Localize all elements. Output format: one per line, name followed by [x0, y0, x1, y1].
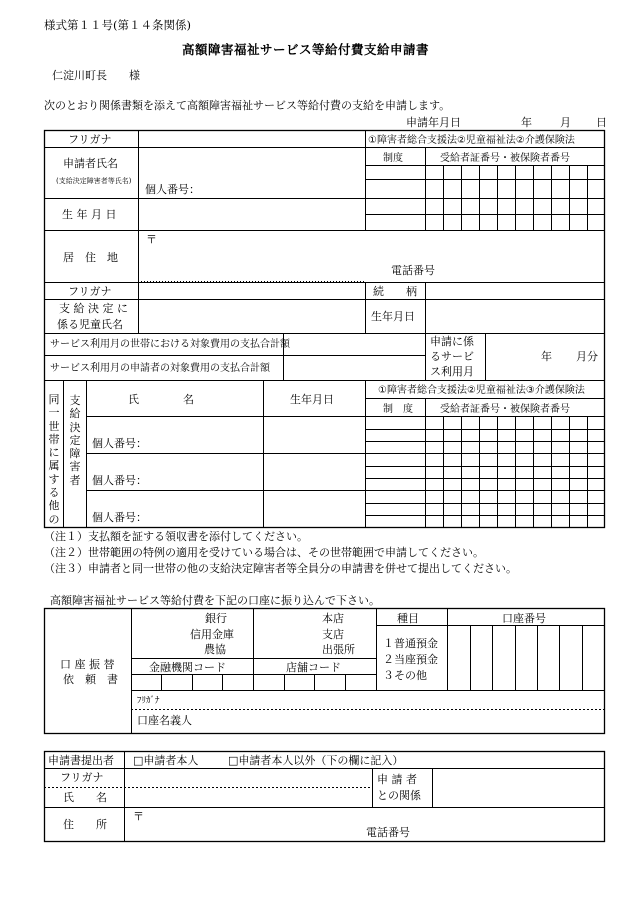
- total-household-label: サービス利用月の世帯における対象費用の支払合計額: [50, 339, 290, 350]
- submitter-postal-mark: 〒: [133, 810, 144, 823]
- member3-individual-number-label: 個人番号：: [92, 511, 147, 524]
- date-day-label: 日: [596, 116, 607, 129]
- household-vertical-label: 同一世帯に属する他の: [48, 393, 60, 526]
- applicant-name-sublabel: (支給決定障害者等氏名): [56, 177, 132, 185]
- option-other-checkbox[interactable]: □申請者本人以外（下の欄に記入）: [228, 754, 404, 767]
- account-holder-label: 口座名義人: [137, 714, 192, 727]
- member-name-header: 氏 名: [128, 393, 194, 406]
- submitter-label: 申請書提出者: [48, 754, 114, 767]
- child-birthdate-label: 生年月日: [371, 310, 415, 323]
- seido-label-2: 制 度: [383, 404, 413, 415]
- branch-type-office: 出張所: [322, 643, 355, 656]
- submitter-address-label: 住 所: [63, 818, 107, 831]
- individual-number-label: 個人番号：: [145, 183, 200, 196]
- recipient-number-label: 受給者証番号・被保険者番号: [440, 153, 570, 164]
- service-year-label: 年: [541, 350, 552, 363]
- option-self-checkbox[interactable]: □申請者本人: [133, 754, 199, 767]
- service-month-line3: ス利用月: [430, 365, 474, 378]
- bank-intro: 高額障害福祉サービス等給付費を下記の口座に振り込んで下さい。: [50, 594, 380, 607]
- account-type-2: ２当座預金: [383, 653, 438, 666]
- account-type-header: 種目: [397, 612, 419, 625]
- phone-label: 電話番号: [391, 264, 435, 277]
- submitter-furigana-label: フリガナ: [60, 771, 104, 784]
- law-header-2: ①障害者総合支援法②児童福祉法③介護保険法: [378, 385, 585, 396]
- residence-label: 居 住 地: [63, 251, 118, 264]
- seido-label: 制度: [383, 153, 403, 164]
- bank-label-line2: 依 頼 書: [63, 673, 118, 686]
- note-3: （注３）申請者と同一世帯の他の支給決定障害者等全員分の申請書を併せて提出してください。: [44, 562, 517, 575]
- furigana-label: フリガナ: [68, 133, 112, 146]
- bank-type-shinkin: 信用金庫: [190, 628, 234, 641]
- relation-label-line1: 申 請 者: [377, 773, 417, 786]
- member2-individual-number-label: 個人番号：: [92, 474, 147, 487]
- branch-code-label: 店舗コード: [286, 661, 341, 674]
- addressee: 仁淀川町長 様: [52, 69, 140, 82]
- account-type-3: ３その他: [383, 669, 427, 682]
- bank-type-nokyo: 農協: [204, 643, 226, 656]
- postal-mark: 〒: [146, 233, 157, 246]
- holder-furigana-label: ﾌﾘｶﾞﾅ: [137, 696, 160, 706]
- child-label-line2: 係る児童氏名: [57, 318, 123, 331]
- date-year-label: 年: [521, 116, 532, 129]
- account-type-1: １普通預金: [383, 637, 438, 650]
- submitter-phone-label: 電話番号: [366, 826, 410, 839]
- birthdate-label: 生 年 月 日: [62, 208, 117, 221]
- member-birthdate-header: 生年月日: [290, 393, 334, 406]
- service-month-suffix: 月分: [576, 350, 598, 363]
- branch-type-head: 本店: [322, 612, 344, 625]
- intro-text: 次のとおり関係書類を添えて高額障害福祉サービス等給付費の支給を申請します。: [44, 99, 451, 112]
- service-month-line1: 申請に係: [430, 335, 474, 348]
- account-number-header: 口座番号: [502, 612, 546, 625]
- application-date-label: 申請年月日: [406, 116, 461, 129]
- applicant-name-label: 申請者氏名: [63, 157, 118, 170]
- service-month-line2: るサービ: [430, 350, 474, 363]
- relation-label: 続 柄: [373, 285, 417, 298]
- child-label-line1: 支 給 決 定 に: [59, 302, 128, 315]
- note-2: （注２）世帯範囲の特例の適用を受けている場合は、その世帯範囲で申請してください。: [44, 546, 484, 559]
- note-1: （注１）支払額を証する領収書を添付してください。: [44, 530, 308, 543]
- decided-disabled-vertical-label: 支給決定障害者: [69, 394, 81, 487]
- form-title: 高額障害福祉サービス等給付費支給申請書: [182, 42, 430, 57]
- bank-label-line1: 口 座 振 替: [60, 658, 115, 671]
- date-month-label: 月: [560, 116, 571, 129]
- child-furigana-label: フリガナ: [68, 285, 112, 298]
- relation-label-line2: との関係: [377, 789, 421, 802]
- bank-code-label: 金融機関コード: [149, 661, 226, 674]
- total-applicant-label: サービス利用月の申請者の対象費用の支払合計額: [50, 363, 270, 374]
- branch-type-branch: 支店: [322, 628, 344, 641]
- law-header: ①障害者総合支援法②児童福祉法②介護保険法: [368, 135, 575, 146]
- form-number-label: 様式第１１号(第１４条関係): [44, 18, 191, 32]
- recipient-number-label-2: 受給者証番号・被保険者番号: [440, 404, 570, 415]
- submitter-name-label: 氏 名: [63, 791, 107, 804]
- bank-type-bank: 銀行: [205, 612, 227, 625]
- member1-individual-number-label: 個人番号：: [92, 437, 147, 450]
